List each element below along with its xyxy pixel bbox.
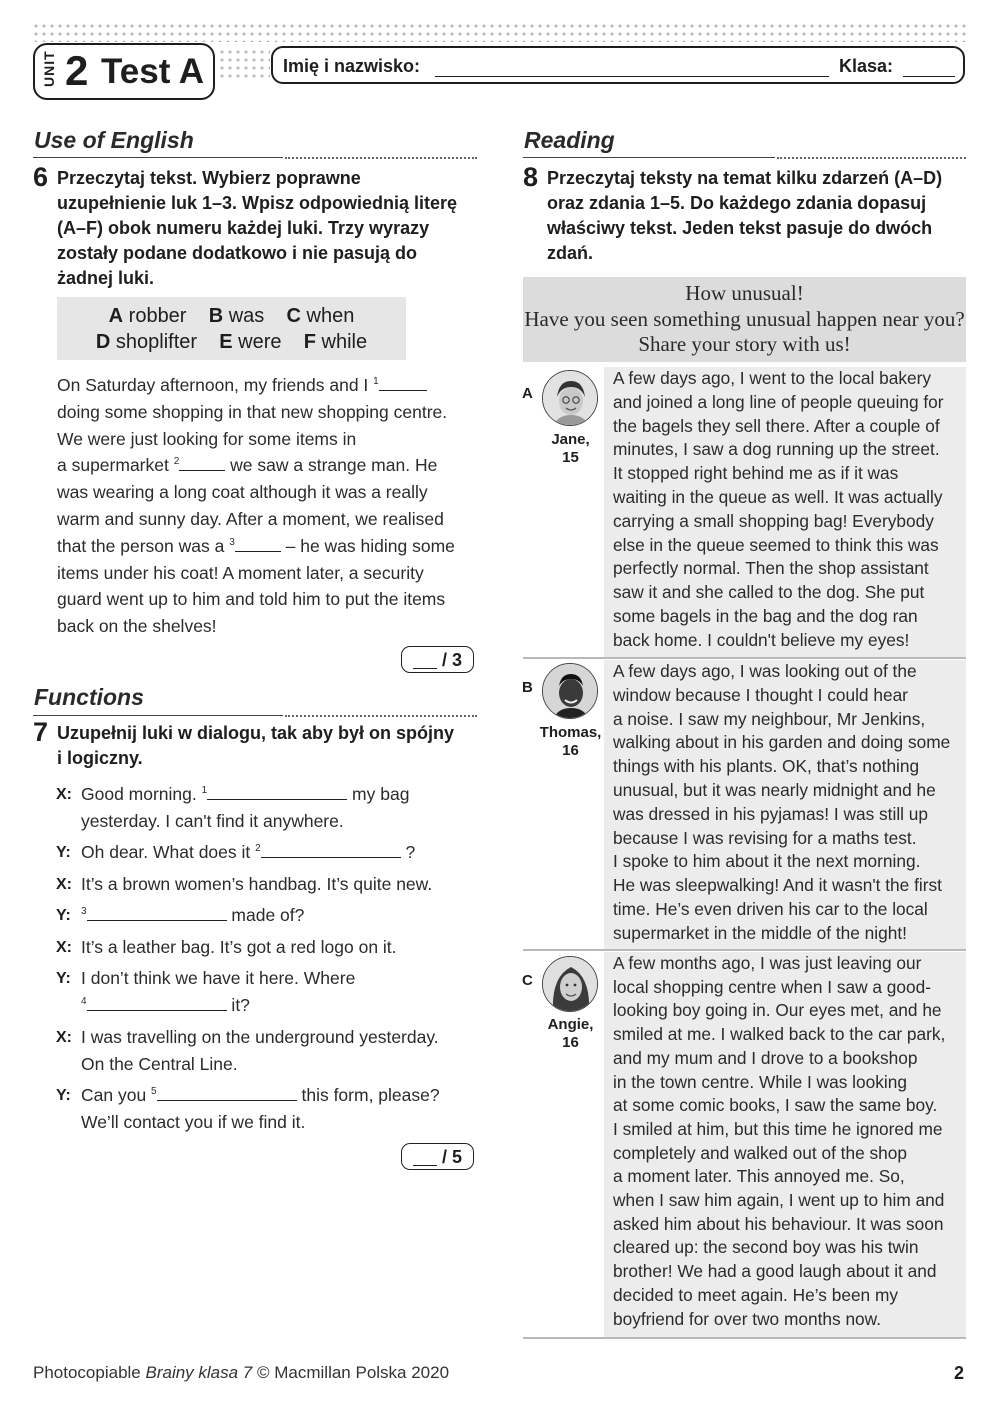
option-word: were <box>238 331 282 353</box>
dialogue-gap-1-field[interactable] <box>207 799 347 800</box>
dialogue-line-continued: We’ll contact you if we find it. <box>81 1112 306 1132</box>
story-line: back home. I couldn't believe my eyes! <box>613 629 910 650</box>
text-line: was wearing a long coat although it was a really <box>57 482 428 503</box>
dialogue-line: It’s a leather bag. It’s got a red logo on it. <box>81 937 397 957</box>
story-line: A few days ago, I went to the local bakery <box>613 368 931 388</box>
option-letter: D <box>95 331 111 353</box>
story-letter: A <box>522 385 533 402</box>
name-field[interactable] <box>435 76 829 77</box>
story-line: and joined a long line of people queuing for <box>613 391 944 412</box>
dialogue-line: Can you $^5$ this form, please? <box>81 1085 440 1105</box>
dialogue-gap-3-field[interactable] <box>87 920 227 921</box>
section-dotted-rule <box>285 715 477 717</box>
story-line: It stopped right behind me as if it was <box>613 463 899 484</box>
story-line: waiting in the queue as well. It was actually <box>613 487 943 507</box>
story-line: unusual, but it was nearly midnight and he <box>613 780 936 800</box>
avatar-thomas <box>542 663 598 719</box>
gap-2-field[interactable] <box>179 470 225 471</box>
dialogue-line: I was travelling on the underground yesterday. <box>81 1027 439 1047</box>
story-line: carrying a small shopping bag! Everybody <box>613 510 934 531</box>
task-7-instruction: Uzupełnij luki w dialogu, tak aby był on spójny i logiczny. <box>57 723 455 768</box>
story-separator <box>523 657 966 659</box>
story-line: when I saw him again, I went up to him and <box>613 1190 945 1210</box>
story-line: things with his plants. OK, that’s nothing <box>613 756 920 777</box>
speaker-label: Y: <box>56 844 71 861</box>
unit-badge <box>33 43 215 100</box>
speaker-label: X: <box>56 876 72 893</box>
task-number-6: 6 <box>33 162 49 192</box>
story-line: and my mum and I drove to a bookshop <box>613 1047 918 1068</box>
banner-subtitle: Have you seen something unusual happen near you? <box>524 307 965 331</box>
dialogue-gap-2-field[interactable] <box>261 857 401 858</box>
student-info-box <box>271 46 965 84</box>
story-line: else in the queue seemed to think this was <box>613 534 939 555</box>
person-name: Jane, 15 <box>551 431 590 466</box>
banner-subtitle: Share your story with us! <box>638 332 851 356</box>
gap-1-field[interactable] <box>379 390 427 391</box>
story-line: time. He’s even driven his car to the local <box>613 899 928 919</box>
header-dots-top <box>32 22 967 42</box>
option-letter: E <box>219 331 233 353</box>
text-line: We were just looking for some items in <box>57 428 357 449</box>
class-label: Klasa: <box>839 56 894 76</box>
task-6-text <box>57 372 487 640</box>
story-line: some bagels in the bag and the dog ran <box>613 606 918 626</box>
section-dotted-rule <box>285 157 477 159</box>
header-dots-middle <box>218 48 270 80</box>
speaker-label: Y: <box>56 1087 71 1104</box>
text-line: a supermarket $^2$ we saw a strange man. He <box>57 455 438 476</box>
story-line: boyfriend for over two months now. <box>613 1308 881 1329</box>
option-word: was <box>228 305 265 327</box>
story-line: supermarket in the middle of the night! <box>613 922 907 943</box>
person-name: Thomas, 16 <box>539 724 602 759</box>
option-word: shoplifter <box>115 331 198 353</box>
story-line: local shopping centre when I saw a good- <box>613 976 931 997</box>
footer-copyright: Photocopiable Brainy klasa 7 © Macmillan Polska 2020 <box>33 1363 450 1382</box>
story-line: I spoke to him about it the next morning. <box>613 851 921 872</box>
story-line: completely and walked out of the shop <box>613 1142 907 1163</box>
section-heading-reading: Reading <box>524 127 615 153</box>
banner-title: How unusual! <box>685 281 804 305</box>
text-line: back on the shelves! <box>57 616 217 637</box>
story-line: perfectly normal. Then the shop assistant <box>613 558 929 579</box>
avatar-jane <box>542 370 598 426</box>
unit-word: UNIT <box>41 50 57 87</box>
story-line: because I was revising for a maths test. <box>613 827 917 848</box>
score-box-task-7[interactable]: / 5 <box>401 1143 474 1170</box>
dialogue-line: Oh dear. What does it $^2$ ? <box>81 842 416 862</box>
speaker-label: X: <box>56 1029 72 1046</box>
dialogue-line: $^3$ made of? <box>81 905 305 925</box>
option-word: when <box>306 305 355 327</box>
story-letter: B <box>522 679 533 696</box>
section-rule <box>523 157 775 158</box>
word-bank <box>57 297 406 360</box>
task-6-instruction: Przeczytaj tekst. Wybierz poprawne uzupełnienie luk 1–3. Wpisz odpowiednią literę (A–F) obok numeru każdej luki. Trzy wyrazy zostały podane dodatkowo i nie pasują do żadnej luki. <box>57 168 458 288</box>
task-8-instruction: Przeczytaj teksty na temat kilku zdarzeń (A–D) oraz zdania 1–5. Do każdego zdania dopasuj właściwy tekst. Jeden tekst pasuje do dwóch zdań. <box>547 168 943 263</box>
text-line: items under his coat! A moment later, a security <box>57 562 424 583</box>
option-letter: F <box>303 331 316 353</box>
gap-3-field[interactable] <box>235 551 281 552</box>
section-heading-functions: Functions <box>34 684 144 710</box>
story-line: in the town centre. While I was looking <box>613 1071 907 1092</box>
page-number: 2 <box>954 1363 965 1383</box>
story-line: walking about in his garden and doing some <box>613 732 951 753</box>
story-line: I smiled at him, but this time he ignored me <box>613 1118 943 1139</box>
dialogue-line-continued: $^4$ it? <box>81 995 250 1015</box>
story-line: saw it and she called to the dog. She put <box>613 582 925 603</box>
avatar-angie <box>542 956 598 1012</box>
story-line: A few days ago, I was looking out of the <box>613 661 917 681</box>
option-letter: C <box>286 305 301 327</box>
text-line: doing some shopping in that new shopping centre. <box>57 401 448 422</box>
story-line: brother! We had a good laugh about it and <box>613 1261 937 1282</box>
story-line: smiled at me. I walked back to the car park, <box>613 1024 946 1045</box>
story-line: A few months ago, I was just leaving our <box>613 953 922 973</box>
dialogue-line: I don’t think we have it here. Where <box>81 968 356 988</box>
option-letter: A <box>108 305 124 327</box>
text-line: On Saturday afternoon, my friends and I $^1$ <box>57 372 487 399</box>
option-letter: B <box>208 305 224 327</box>
name-label: Imię i nazwisko: <box>283 56 421 76</box>
story-line: the bagels they sell there. After a couple of <box>613 415 940 436</box>
text-line: that the person was a $^3$ – he was hiding some <box>57 535 455 556</box>
task-number-7: 7 <box>33 717 49 747</box>
dialogue-line: It’s a brown women’s handbag. It’s quite new. <box>81 874 433 894</box>
story-line: decided to meet again. He’s been my <box>613 1284 898 1305</box>
story-line: at some comic books, I saw the same boy. <box>613 1095 938 1116</box>
unit-number: 2 <box>65 47 89 94</box>
dialogue-line: Good morning. $^1$ my bag <box>81 784 410 804</box>
dialogue-line-continued: On the Central Line. <box>81 1054 238 1074</box>
section-dotted-rule <box>777 157 966 159</box>
speaker-label: X: <box>56 786 72 803</box>
speaker-label: Y: <box>56 907 71 924</box>
dialogue-line-continued: yesterday. I can't find it anywhere. <box>81 811 344 831</box>
option-word: robber <box>128 305 187 327</box>
text-line: guard went up to him and told him to put the items <box>57 589 446 610</box>
section-heading-use-of-english: Use of English <box>34 127 194 153</box>
test-title: Test A <box>101 52 205 91</box>
story-letter: C <box>522 972 533 989</box>
story-line: He was sleepwalking! And it wasn't the first <box>613 875 942 896</box>
story-line: was dressed in his pyjamas! I was still up <box>613 803 929 824</box>
score-box-task-6[interactable]: / 3 <box>401 646 474 673</box>
task-number-8: 8 <box>523 162 539 192</box>
class-field[interactable] <box>903 76 955 77</box>
text-line: warm and sunny day. After a moment, we realised <box>57 508 444 529</box>
reading-banner <box>523 277 966 362</box>
story-line: window because I thought I could hear <box>613 684 908 705</box>
story-line: minutes, I saw a dog running up the street. <box>613 439 940 460</box>
section-rule <box>33 157 283 158</box>
story-line: asked him about his behaviour. It was soon <box>613 1213 944 1234</box>
speaker-label: Y: <box>56 970 71 987</box>
story-line: a moment later. This annoyed me. So, <box>613 1166 905 1187</box>
story-line: cleared up: the second boy was his twin <box>613 1237 919 1258</box>
speaker-label: X: <box>56 939 72 956</box>
dialogue-gap-4-field[interactable] <box>87 1010 227 1011</box>
story-line: looking boy going in. Our eyes met, and he <box>613 1000 942 1021</box>
person-name: Angie, 16 <box>547 1016 594 1051</box>
story-separator <box>523 1337 966 1339</box>
section-rule <box>33 715 283 716</box>
option-word: while <box>321 331 368 353</box>
story-separator <box>523 949 966 951</box>
story-line: a noise. I saw my neighbour, Mr Jenkins, <box>613 708 926 729</box>
dialogue-gap-5-field[interactable] <box>157 1100 297 1101</box>
